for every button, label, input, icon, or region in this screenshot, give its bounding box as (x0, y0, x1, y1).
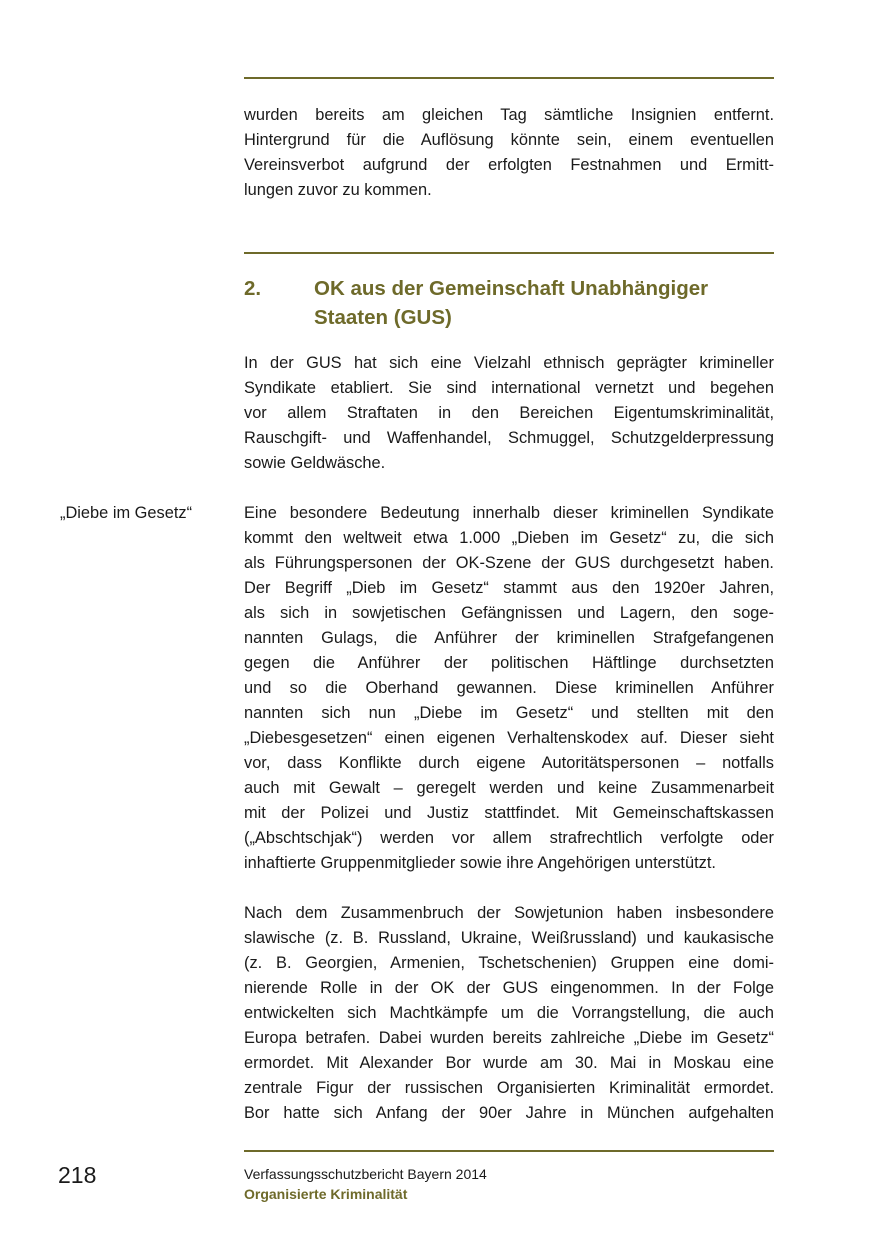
text-line: Eine besondere Bedeutung innerhalb dieser kriminellen Syndikate (244, 504, 774, 522)
text-line: sowie Geldwäsche. (244, 454, 386, 472)
page-number: 218 (58, 1162, 97, 1188)
text-line: vor allem Straftaten in den Bereichen Eigentumskriminalität, (244, 404, 774, 422)
footer-chapter: Organisierte Kriminalität (244, 1186, 408, 1202)
section-heading (244, 274, 774, 332)
paragraph-gus-intro (244, 351, 774, 476)
text-line: mit der Polizei und Justiz stattfindet. Mit Gemeinschaftskassen (244, 804, 774, 822)
text-line: kommt den weltweit etwa 1.000 „Dieben im Gesetz“ zu, die sich (244, 529, 774, 547)
text-line: „Diebesgesetzen“ einen eigenen Verhaltenskodex auf. Dieser sieht (244, 729, 774, 747)
text-line: Bor hatte sich Anfang der 90er Jahre in München aufgehalten (244, 1104, 774, 1122)
text-line: Syndikate etabliert. Sie sind international vernetzt und begehen (244, 379, 774, 397)
paragraph-continuation (244, 103, 774, 203)
section-title-line-1: OK aus der Gemeinschaft Unabhängiger (314, 277, 709, 300)
text-line: ermordet. Mit Alexander Bor wurde am 30. Mai in Moskau eine (244, 1054, 774, 1072)
text-line: Europa betrafen. Dabei wurden bereits zahlreiche „Diebe im Gesetz“ (244, 1029, 774, 1047)
text-line: auch mit Gewalt – geregelt werden und keine Zusammenarbeit (244, 779, 774, 797)
text-line: slawische (z. B. Russland, Ukraine, Weißrussland) und kaukasische (244, 929, 774, 947)
text-line: nannten sich nun „Diebe im Gesetz“ und stellten mit den (244, 704, 774, 722)
text-line: als Führungspersonen der OK-Szene der GUS durchgesetzt haben. (244, 554, 774, 572)
text-line: Der Begriff „Dieb im Gesetz“ stammt aus den 1920er Jahren, (244, 579, 774, 597)
margin-note: „Diebe im Gesetz“ (60, 504, 193, 522)
text-line: vor, dass Konflikte durch eigene Autoritätspersonen – notfalls (244, 754, 774, 772)
text-line: nannten Gulags, die Anführer der kriminellen Strafgefangenen (244, 629, 774, 647)
text-line: wurden bereits am gleichen Tag sämtliche Insignien entfernt. (244, 106, 774, 124)
text-line: als sich in sowjetischen Gefängnissen und Lagern, den soge- (244, 604, 774, 622)
text-line: zentrale Figur der russischen Organisierten Kriminalität ermordet. (244, 1079, 774, 1097)
paragraph-post-soviet (244, 901, 774, 1126)
text-line: nierende Rolle in der OK der GUS eingenommen. In der Folge (244, 979, 774, 997)
section-number: 2. (244, 277, 262, 300)
text-line: In der GUS hat sich eine Vielzahl ethnisch geprägter krimineller (244, 354, 774, 372)
text-line: (z. B. Georgien, Armenien, Tschetschenien) Gruppen eine domi- (244, 954, 774, 972)
top-rule (244, 77, 774, 79)
section-title-line-2: Staaten (GUS) (314, 306, 452, 329)
text-line: Hintergrund für die Auflösung könnte sein, einem eventuellen (244, 131, 774, 149)
paragraph-diebe-im-gesetz (244, 501, 774, 876)
text-line: Vereinsverbot aufgrund der erfolgten Festnahmen und Ermitt- (244, 156, 774, 174)
text-line: Rauschgift- und Waffenhandel, Schmuggel, Schutzgelderpressung (244, 429, 774, 447)
text-line: Nach dem Zusammenbruch der Sowjetunion haben insbesondere (244, 904, 774, 922)
text-line: entwickelten sich Machtkämpfe um die Vorrangstellung, die auch (244, 1004, 774, 1022)
footer-publication: Verfassungsschutzbericht Bayern 2014 (244, 1166, 487, 1182)
text-line: inhaftierte Gruppenmitglieder sowie ihre Angehörigen unterstützt. (244, 854, 716, 872)
text-line: („Abschtschjak“) werden vor allem strafrechtlich verfolgte oder (244, 829, 774, 847)
text-line: lungen zuvor zu kommen. (244, 181, 432, 199)
section-rule (244, 252, 774, 254)
footer-rule (244, 1150, 774, 1152)
text-line: gegen die Anführer der politischen Häftlinge durchsetzten (244, 654, 774, 672)
text-line: und so die Oberhand gewannen. Diese kriminellen Anführer (244, 679, 774, 697)
